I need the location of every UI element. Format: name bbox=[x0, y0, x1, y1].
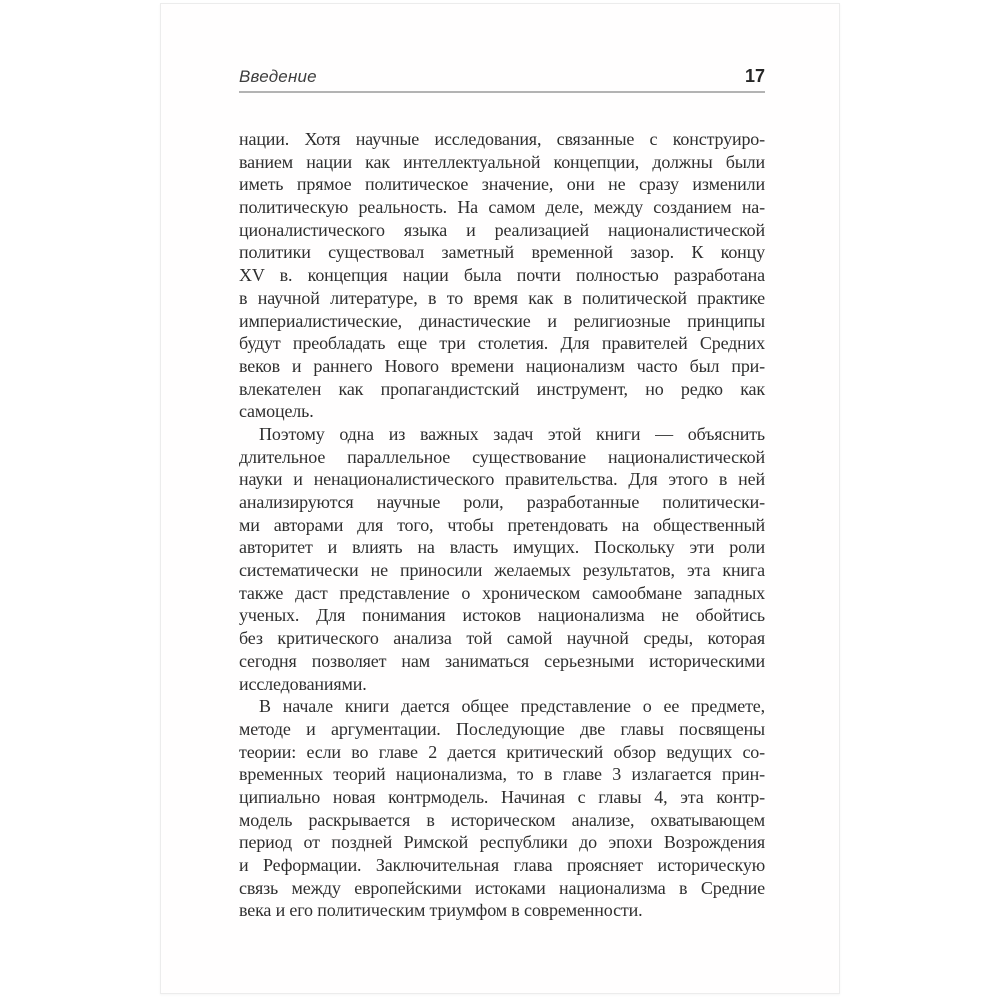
text-line: ципиально новая контрмодель. Начиная с главы 4, эта контр- bbox=[239, 786, 765, 807]
text-line: теории: если во главе 2 дается критический обзор ведущих со- bbox=[239, 741, 765, 762]
text-line: модель раскрывается в историческом анализе, охватывающем bbox=[239, 809, 765, 830]
text-line: авторитет и влиять на власть имущих. Поскольку эти роли bbox=[239, 537, 765, 558]
text-line: исследованиями. bbox=[239, 673, 367, 694]
text-line: политическую реальность. На самом деле, между созданием на- bbox=[239, 197, 765, 218]
text-line: политики существовал заметный временной зазор. К концу bbox=[239, 242, 765, 263]
text-line: методе и аргументации. Последующие две главы посвящены bbox=[239, 718, 765, 739]
page-header bbox=[239, 66, 765, 88]
text-line: самоцель. bbox=[239, 401, 314, 422]
text-line: влекателен как пропагандистский инструмент, но редко как bbox=[239, 378, 765, 399]
header-divider bbox=[239, 91, 765, 93]
text-line: ванием нации как интеллектуальной концепции, должны были bbox=[239, 151, 765, 172]
text-line: века и его политическим триумфом в современности. bbox=[239, 900, 643, 921]
text-line: временных теорий национализма, то в главе 3 излагается прин- bbox=[239, 764, 765, 785]
text-line: Поэтому одна из важных задач этой книги — объяснить bbox=[259, 423, 765, 444]
text-line: систематически не приносили желаемых результатов, эта книга bbox=[239, 560, 765, 581]
text-line: и Реформации. Заключительная глава проясняет историческую bbox=[239, 855, 765, 875]
text-line: будут преобладать еще три столетия. Для правителей Средних bbox=[239, 333, 765, 354]
text-line: в научной литературе, в то время как в политической практике bbox=[239, 287, 765, 308]
text-line: ученых. Для понимания истоков национализма не обойтись bbox=[239, 605, 765, 626]
running-title: Введение bbox=[239, 67, 317, 86]
text-line: сегодня позволяет нам заниматься серьезными историческими bbox=[239, 650, 765, 671]
text-line: империалистические, династические и религиозные принципы bbox=[239, 310, 765, 331]
text-line: нации. Хотя научные исследования, связанные с конструиро- bbox=[239, 129, 765, 149]
text-line: ми авторами для того, чтобы претендовать на общественный bbox=[239, 514, 765, 535]
text-line: науки и ненационалистического правительства. Для этого в ней bbox=[239, 469, 765, 490]
page-number: 17 bbox=[744, 66, 765, 86]
text-line: период от поздней Римской республики до эпохи Возрождения bbox=[239, 832, 765, 853]
paragraph-1 bbox=[239, 128, 765, 423]
text-line: анализируются научные роли, разработанные политически- bbox=[239, 492, 765, 512]
text-line: XV в. концепция нации была почти полностью разработана bbox=[239, 265, 765, 286]
page-content-area bbox=[161, 4, 839, 922]
text-line: без критического анализа той самой научной среды, которая bbox=[239, 628, 765, 649]
text-line: длительное параллельное существование националистической bbox=[239, 446, 765, 467]
body-text bbox=[239, 128, 765, 922]
text-line: В начале книги дается общее представление о ее предмете, bbox=[259, 696, 765, 717]
book-page bbox=[160, 3, 840, 994]
text-line: связь между европейскими истоками национализма в Средние bbox=[239, 877, 765, 898]
text-line: иметь прямое политическое значение, они не сразу изменили bbox=[239, 174, 765, 195]
text-line: веков и раннего Нового времени национализм часто был при- bbox=[239, 355, 765, 376]
text-line: ционалистического языка и реализацией националистической bbox=[239, 219, 765, 240]
text-line: также даст представление о хроническом самообмане западных bbox=[239, 582, 765, 603]
paragraph-3 bbox=[239, 695, 765, 922]
paragraph-2 bbox=[239, 423, 765, 695]
